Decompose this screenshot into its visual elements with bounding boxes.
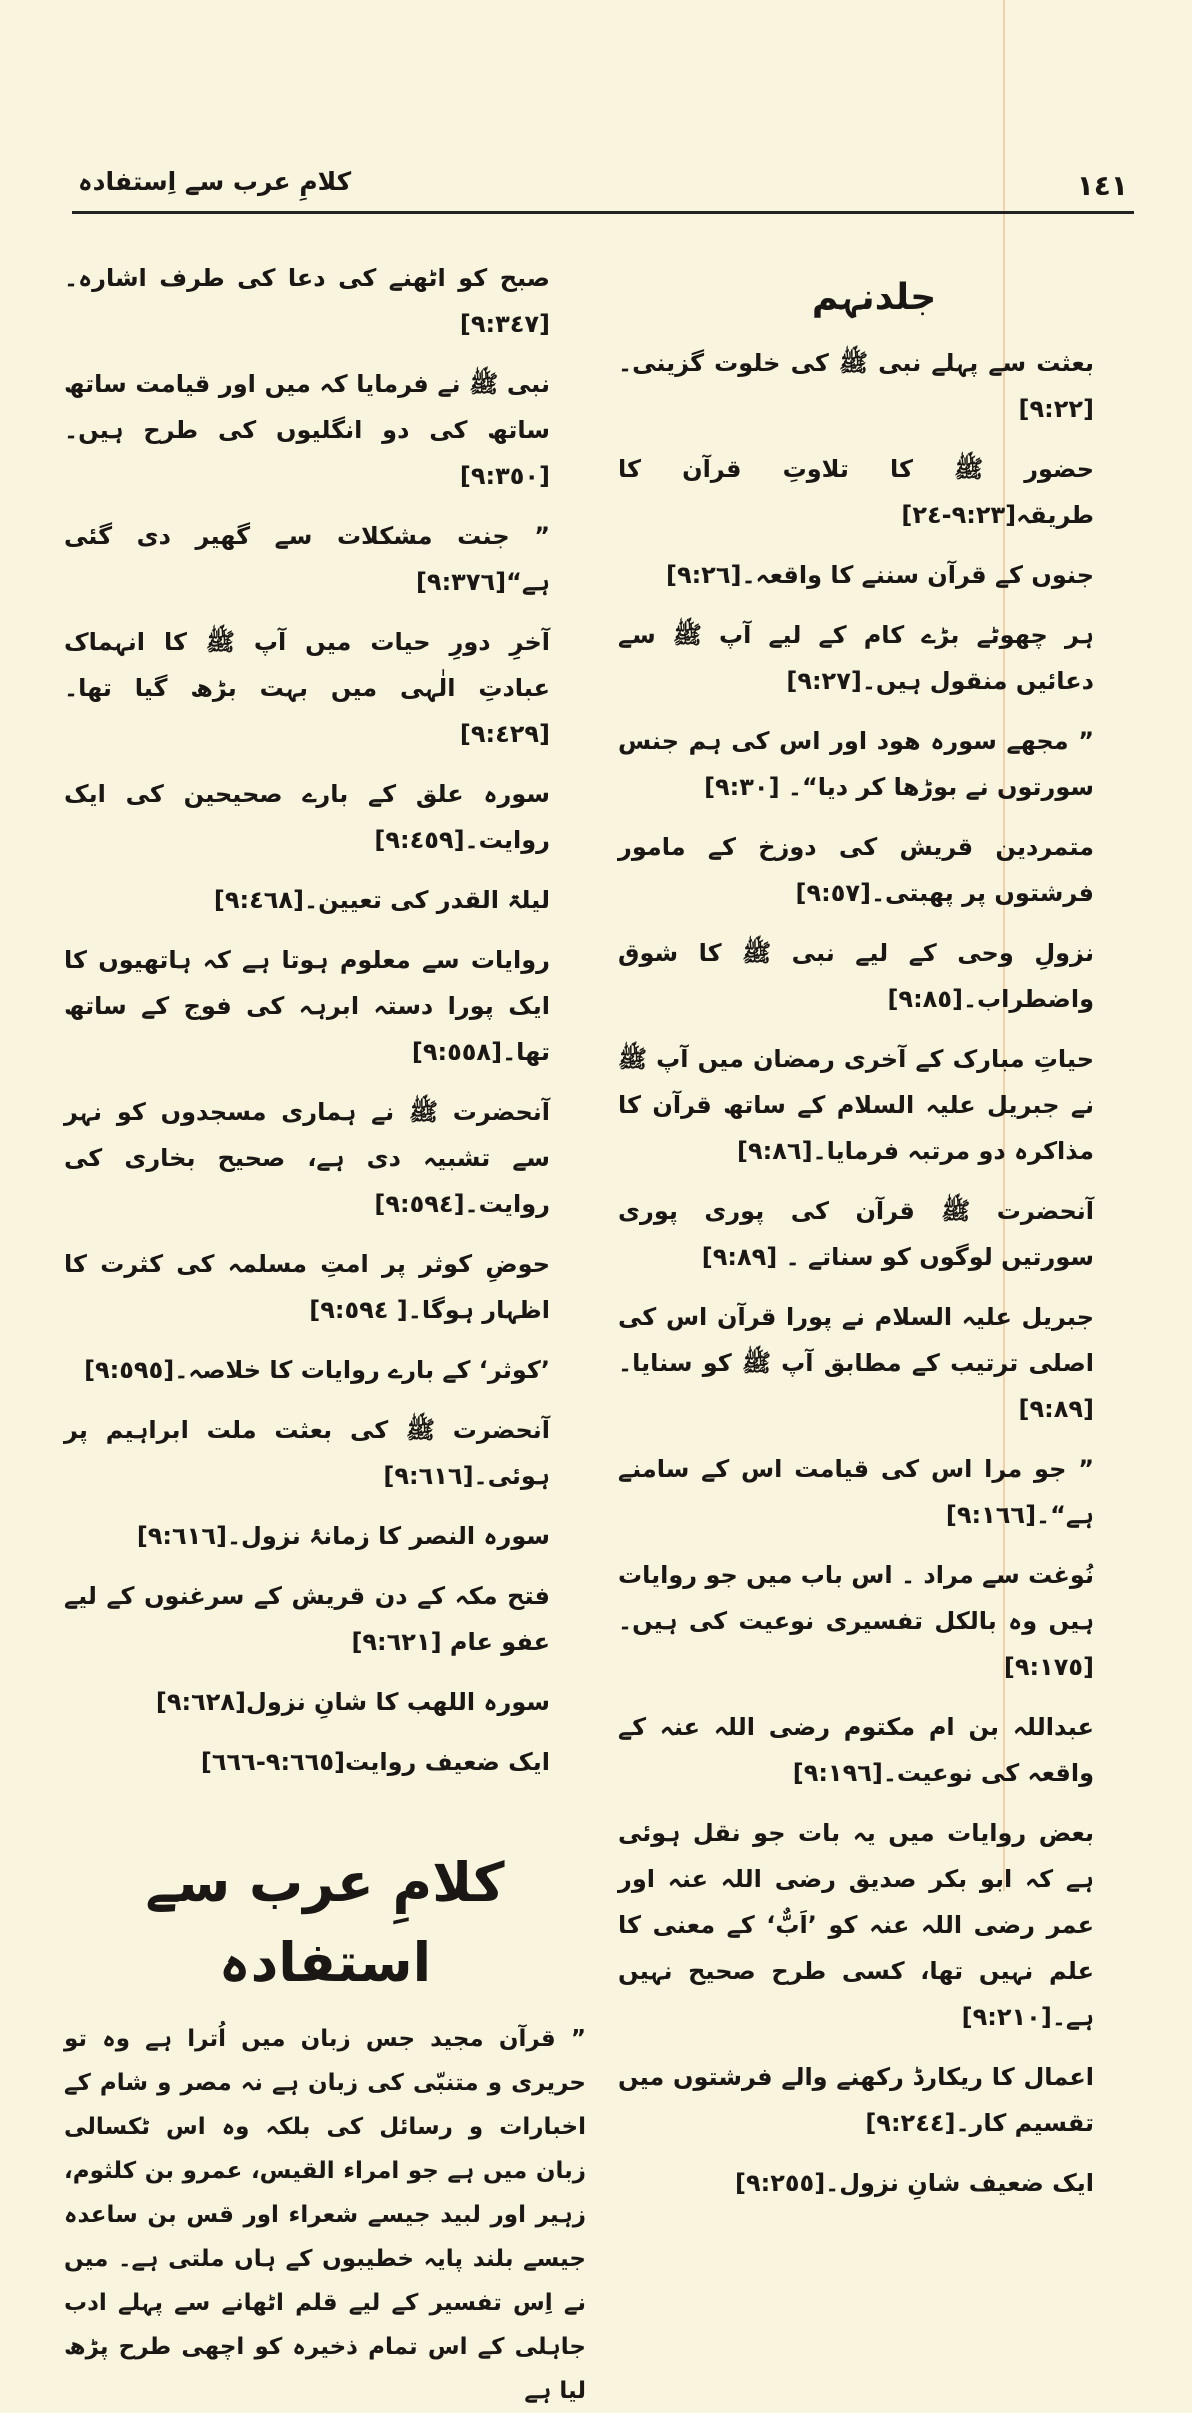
index-entry: آنحضرت ﷺ کی بعثت ملت ابراہیم پر ہوئی۔[٩:٦١٦]: [64, 1416, 550, 1490]
section-heading: کلامِ عرب سے استفادہ: [145, 1851, 505, 1994]
index-entry: لیلۃ القدر کی تعیین۔[٩:٤٦٨]: [213, 886, 550, 914]
page-number: ١٤١: [1076, 169, 1128, 202]
right-entries: [618, 340, 1130, 2206]
index-entry: ہر چھوٹے بڑے کام کے لیے آپ ﷺ سے دعائیں منقول ہیں۔[٩:٢٧]: [618, 621, 1094, 695]
index-entry: ” جنت مشکلات سے گھیر دی گئی ہے“[٩:٣٧٦]: [64, 522, 550, 596]
right-column: [618, 268, 1130, 2220]
index-entry: ’کوثر‘ کے بارے روایات کا خلاصہ۔[٩:٥٩٥]: [84, 1356, 550, 1384]
index-entry: آنحضرت ﷺ نے ہماری مسجدوں کو نہر سے تشبیہ دی ہے، صحیح بخاری کی روایت۔[٩:٥٩٤]: [64, 1098, 550, 1218]
index-entry: نبی ﷺ نے فرمایا کہ میں اور قیامت ساتھ ساتھ کی دو انگلیوں کی طرح ہیں۔[٩:٣٥٠]: [64, 370, 550, 490]
running-title: کلامِ عرب سے اِستفادہ: [78, 167, 352, 196]
index-entry: اعمال کا ریکارڈ رکھنے والے فرشتوں میں تقسیم کار۔[٩:٢٤٤]: [618, 2063, 1094, 2137]
body-paragraph: ” قرآن مجید جس زبان میں اُترا ہے وہ تو حریری و متنبّی کی زبان ہے نہ مصر و شام کے اخبارات و رسائل کی بلکہ وہ اس ٹکسالی زبان میں ہے جو امراء القیس، عمرو بن کلثوم، زہیر اور لبید جیسے شعراء اور قس بن ساعدہ جیسے بلند پایہ خطیبوں کے ہاں ملتی ہے۔ میں نے اِس تفسیر کے لیے قلم اٹھانے سے پہلے ادب جاہلی کے اس تمام ذخیرہ کو اچھی طرح پڑھ لیا ہے: [64, 2026, 586, 2404]
index-entry: آنحضرت ﷺ قرآن کی پوری پوری سورتیں لوگوں کو سناتے ۔ [٩:٨٩]: [618, 1197, 1094, 1271]
index-entry: صبح کو اٹھنے کی دعا کی طرف اشارہ۔[٩:٣٤٧]: [64, 264, 550, 338]
page-header: [72, 165, 1134, 214]
left-entries: [64, 255, 586, 1785]
index-entry: جنوں کے قرآن سننے کا واقعہ۔[٩:٢٦]: [665, 561, 1094, 589]
index-entry: حضور ﷺ کا تلاوتِ قرآن کا طریقہ[٩:٢٣-٢٤]: [618, 455, 1094, 529]
index-entry: سورہ اللھب کا شانِ نزول[٩:٦٢٨]: [155, 1688, 550, 1716]
volume-heading: جلدنہم: [811, 277, 937, 318]
index-entry: ” مجھے سورہ ھود اور اس کی ہم جنس سورتوں نے بوڑھا کر دیا“۔ [٩:٣٠]: [618, 727, 1094, 801]
index-entry: عبداللہ بن ام مکتوم رضی اللہ عنہ کے واقعہ کی نوعیت۔[٩:١٩٦]: [618, 1713, 1094, 1787]
index-entry: ” جو مرا اس کی قیامت اس کے سامنے ہے“۔[٩:١٦٦]: [618, 1455, 1094, 1529]
index-entry: حیاتِ مبارک کے آخری رمضان میں آپ ﷺ نے جبریل علیہ السلام کے ساتھ قرآن کا مذاکرہ دو مرتبہ فرمایا۔[٩:٨٦]: [618, 1045, 1094, 1165]
index-entry: سورہ النصر کا زمانۂ نزول۔[٩:٦١٦]: [136, 1522, 550, 1550]
index-entry: نُوغت سے مراد ۔ اس باب میں جو روایات ہیں وہ بالکل تفسیری نوعیت کی ہیں۔[٩:١٧٥]: [618, 1561, 1094, 1681]
index-entry: جبریل علیہ السلام نے پورا قرآن اس کی اصلی ترتیب کے مطابق آپ ﷺ کو سنایا۔[٩:٨٩]: [618, 1303, 1094, 1423]
index-entry: متمردین قریش کی دوزخ کے مامور فرشتوں پر پھبتی۔[٩:٥٧]: [618, 833, 1094, 907]
index-entry: بعض روایات میں یہ بات جو نقل ہوئی ہے کہ ابو بکر صدیق رضی اللہ عنہ اور عمر رضی اللہ عنہ کو ’اَبٌّ‘ کے معنی کا علم نہیں تھا، کسی طرح صحیح نہیں ہے۔[٩:٢١٠]: [618, 1819, 1094, 2031]
index-entry: ایک ضعیف شانِ نزول۔[٩:٢٥٥]: [735, 2169, 1094, 2197]
index-entry: آخرِ دورِ حیات میں آپ ﷺ کا انہماک عبادتِ الٰہی میں بہت بڑھ گیا تھا۔[٩:٤٢٩]: [64, 628, 550, 748]
index-entry: بعثت سے پہلے نبی ﷺ کی خلوت گزینی۔[٩:٢٢]: [618, 349, 1094, 423]
left-column: [64, 255, 586, 2413]
index-entry: فتح مکہ کے دن قریش کے سرغنوں کے لیے عفو عام [٩:٦٢١]: [64, 1582, 550, 1656]
index-entry: حوضِ کوثر پر امتِ مسلمہ کی کثرت کا اظہار ہوگا۔[ ٩:٥٩٤]: [64, 1250, 550, 1324]
index-entry: نزولِ وحی کے لیے نبی ﷺ کا شوق واضطراب۔[٩:٨٥]: [618, 939, 1094, 1013]
index-entry: ایک ضعیف روایت[٩:٦٦٥-٦٦٦]: [200, 1748, 550, 1776]
index-entry: سورہ علق کے بارے صحیحین کی ایک روایت۔[٩:٤٥٩]: [64, 780, 550, 854]
index-entry: روایات سے معلوم ہوتا ہے کہ ہاتھیوں کا ایک پورا دستہ ابرہہ کی فوج کے ساتھ تھا۔[٩:٥٥٨]: [64, 946, 550, 1066]
